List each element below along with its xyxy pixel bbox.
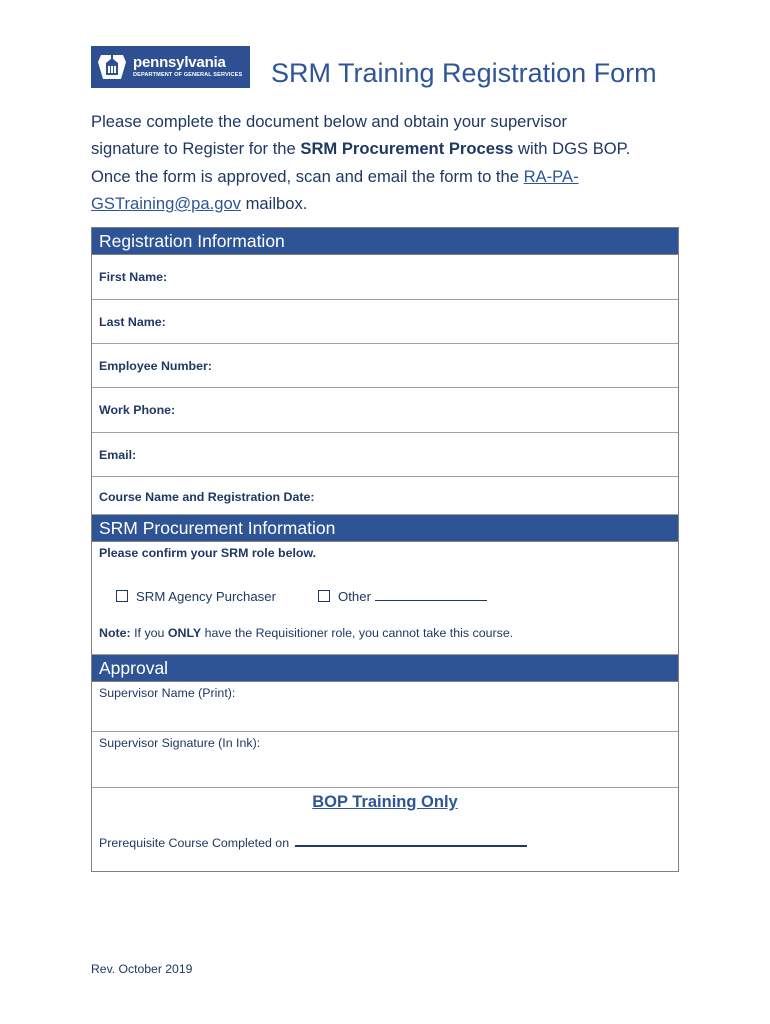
- option-other[interactable]: Other: [318, 589, 487, 604]
- last-name-field[interactable]: Last Name:: [92, 300, 678, 344]
- other-blank-line[interactable]: [375, 589, 487, 601]
- revision-date: Rev. October 2019: [91, 962, 193, 976]
- email-link-part1[interactable]: RA-PA-: [523, 166, 579, 186]
- intro-paragraph: Please complete the document below and obtain your supervisor signature to Register for the SRM Procurement Process with DGS BOP. Once the form is approved, scan and email the form to the RA-PA- GSTraining@pa.gov mailbox.: [91, 112, 631, 213]
- page-title: SRM Training Registration Form: [271, 58, 657, 88]
- email-link-part2[interactable]: GSTraining@pa.gov: [91, 193, 241, 213]
- approval-header: Approval: [92, 655, 678, 682]
- bop-training-section: [92, 788, 678, 871]
- prereq-date-line[interactable]: [295, 834, 527, 847]
- registration-form: [91, 227, 679, 872]
- checkbox-icon[interactable]: [116, 590, 128, 602]
- option-agency-purchaser[interactable]: SRM Agency Purchaser: [116, 589, 276, 604]
- supervisor-name-field[interactable]: Supervisor Name (Print):: [92, 682, 678, 732]
- srm-role-section: [92, 542, 678, 655]
- bop-title: BOP Training Only: [312, 793, 458, 811]
- first-name-field[interactable]: First Name:: [92, 255, 678, 300]
- supervisor-signature-field[interactable]: Supervisor Signature (In Ink):: [92, 732, 678, 788]
- pa-logo: [91, 46, 250, 88]
- logo-dept: DEPARTMENT OF GENERAL SERVICES: [133, 72, 243, 79]
- procurement-header: SRM Procurement Information: [92, 515, 678, 542]
- course-field[interactable]: Course Name and Registration Date:: [92, 477, 678, 515]
- keystone-seal-icon: [97, 52, 127, 82]
- email-field[interactable]: Email:: [92, 433, 678, 477]
- prereq-field[interactable]: Prerequisite Course Completed on: [99, 834, 527, 850]
- work-phone-field[interactable]: Work Phone:: [92, 388, 678, 433]
- logo-name: pennsylvania: [133, 54, 226, 72]
- checkbox-icon[interactable]: [318, 590, 330, 602]
- process-name: SRM Procurement Process: [300, 139, 514, 159]
- employee-number-field[interactable]: Employee Number:: [92, 344, 678, 388]
- registration-header: Registration Information: [92, 228, 678, 255]
- role-prompt: Please confirm your SRM role below.: [99, 546, 317, 560]
- role-note: Note: If you ONLY have the Requisitioner role, you cannot take this course.: [99, 626, 514, 640]
